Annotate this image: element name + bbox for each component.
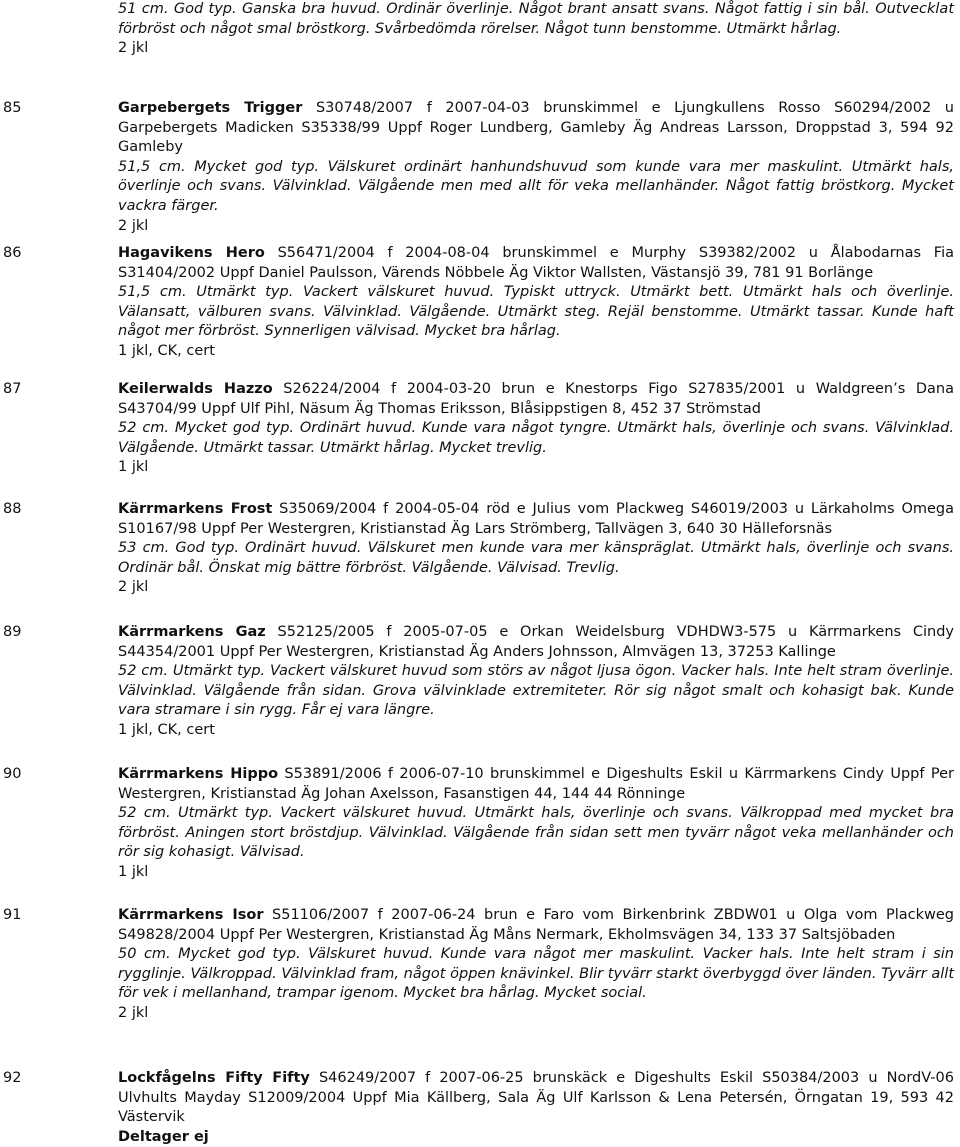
critique-text: 51,5 cm. Mycket god typ. Välskuret ordinärt hanhundshuvud som kunde vara mer maskulint. Utmärkt hals, överlinje och svans. Välvinklad. Välgående men med allt för veka mellanhänder. Något fattig bröstkorg. Mycket vackra färger. (118, 158, 954, 214)
entry-number: 92 (3, 1070, 22, 1086)
critique-text: 51 cm. God typ. Ganska bra huvud. Ordinär överlinje. Något brant ansatt svans. Något fattig i sin bål. Outvecklat förbröst och något smal bröstkorg. Svårbedömda rörelser. Något tunn benstomme. Utmärkt hårlag. (118, 1, 954, 37)
prize-label: 2 jkl (118, 217, 149, 234)
dog-name: Hagavikens Hero (118, 245, 265, 261)
dog-details: S26224/2004 f 2004-03-20 brun e Knestorps Figo S27835/2001 u Waldgreen’s Dana S43704/99 Uppf Ulf Pihl, Näsum Äg Thomas Eriksson, Blåsippstigen 8, 452 37 Strömstad (118, 381, 955, 417)
prize-label: 1 jkl (118, 863, 149, 880)
critique-text: 50 cm. Mycket god typ. Välskuret huvud. Kunde vara något mer maskulint. Vacker hals. Inte helt stram i sin rygglinje. Välkroppad. Välvinklad fram, något öppen knävinkel. Blir tyvärr starkt överbyggd över länden. Tyvärr allt för vek i mellanhand, trampar igenom. Mycket bra hårlag. Mycket social. (118, 946, 954, 1002)
dog-name: Kärrmarkens Gaz (118, 624, 266, 640)
dog-name: Keilerwalds Hazzo (118, 381, 273, 397)
dog-details: S53891/2006 f 2006-07-10 brunskimmel e Digeshults Eskil u Kärrmarkens Cindy Uppf Per Westergren, Kristianstad Äg Johan Axelsson, Fasanstigen 44, 144 44 Rönninge (118, 766, 954, 802)
absence-label: Deltager ej (118, 1128, 209, 1145)
entry-number: 86 (3, 245, 22, 261)
dog-name: Kärrmarkens Frost (118, 501, 273, 517)
dog-name: Kärrmarkens Isor (118, 907, 264, 923)
critique-text: 52 cm. Utmärkt typ. Vackert välskuret huvud som störs av något ljusa ögon. Vacker hals. Inte helt stram överlinje. Välvinklad. Välgående från sidan. Grova välvinklade extremiteter. Rör sig något smalt och kohasigt bak. Kunde vara stramare i sin rygg. Får ej vara längre. (118, 663, 954, 719)
continued-entry (118, 0, 954, 59)
dog-name: Lockfågelns Fifty Fifty (118, 1070, 310, 1086)
critique-text: 52 cm. Mycket god typ. Ordinärt huvud. Kunde vara något tyngre. Utmärkt hals, överlinje och svans. Välvinklad. Välgående. Utmärkt tassar. Utmärkt hårlag. Mycket trevlig. (118, 420, 954, 456)
dog-name: Kärrmarkens Hippo (118, 766, 279, 782)
entry-number: 87 (3, 381, 22, 397)
prize-label: 1 jkl (118, 459, 149, 476)
prize-label: 2 jkl (118, 40, 149, 57)
entry-number: 88 (3, 501, 22, 517)
entry-number: 90 (3, 766, 22, 782)
dog-name: Garpebergets Trigger (118, 100, 303, 116)
dog-details: S56471/2004 f 2004-08-04 brunskimmel e Murphy S39382/2002 u Ålabodarnas Fia S31404/2002 Uppf Daniel Paulsson, Värends Nöbbele Äg Viktor Wallsten, Västansjö 39, 781 91 Borlänge (118, 245, 954, 281)
critique-text: 53 cm. God typ. Ordinärt huvud. Välskuret men kunde vara mer känspräglat. Utmärkt hals, överlinje och svans. Ordinär bål. Önskat mig bättre förbröst. Välgående. Välvisad. Trevlig. (118, 540, 954, 576)
dog-details: S51106/2007 f 2007-06-24 brun e Faro vom Birkenbrink ZBDW01 u Olga vom Plackweg S49828/2004 Uppf Per Westergren, Kristianstad Äg Måns Nermark, Ekholmsvägen 34, 133 37 Saltsjöbaden (118, 907, 954, 943)
critique-text: 52 cm. Utmärkt typ. Vackert välskuret huvud. Utmärkt hals, överlinje och svans. Välkroppad med mycket bra förbröst. Aningen stort bröstdjup. Välvinklad. Välgående från sidan sett men tyvärr något veka mellanhänder och rör sig kohasigt. Välvisad. (118, 805, 954, 861)
dog-details: S35069/2004 f 2004-05-04 röd e Julius vom Plackweg S46019/2003 u Lärkaholms Omega S10167/98 Uppf Per Westergren, Kristianstad Äg Lars Strömberg, Tallvägen 3, 640 30 Hälleforsnäs (118, 501, 954, 537)
dog-details: S52125/2005 f 2005-07-05 e Orkan Weidelsburg VDHDW3-575 u Kärrmarkens Cindy S44354/2001 Uppf Per Westergren, Kristianstad Äg Anders Johnsson, Almvägen 13, 37253 Kallinge (118, 624, 954, 660)
dog-details: S30748/2007 f 2007-04-03 brunskimmel e Ljungkullens Rosso S60294/2002 u Garpebergets Madicken S35338/99 Uppf Roger Lundberg, Gamleby Äg Andreas Larsson, Droppstad 3, 594 92 Gamleby (118, 100, 954, 156)
critique-text: 51,5 cm. Utmärkt typ. Vackert välskuret huvud. Typiskt uttryck. Utmärkt bett. Utmärkt hals och överlinje. Välansatt, välburen svans. Välvinklad. Välgående. Utmärkt steg. Rejäl benstomme. Utmärkt tassar. Kunde haft något mer förbröst. Synnerligen välvisad. Mycket bra hårlag. (118, 284, 954, 340)
entry-number: 85 (3, 100, 22, 116)
entry-number: 91 (3, 907, 22, 923)
entry-number: 89 (3, 624, 22, 640)
prize-label: 1 jkl, CK, cert (118, 342, 215, 359)
prize-label: 1 jkl, CK, cert (118, 721, 215, 738)
prize-label: 2 jkl (118, 1004, 149, 1021)
prize-label: 2 jkl (118, 579, 149, 596)
dog-details: S46249/2007 f 2007-06-25 brunskäck e Digeshults Eskil S50384/2003 u NordV-06 Ulvhults Mayday S12009/2004 Uppf Mia Källberg, Sala Äg Ulf Karlsson & Lena Petersén, Örngatan 19, 593 42 Västervik (118, 1070, 954, 1126)
